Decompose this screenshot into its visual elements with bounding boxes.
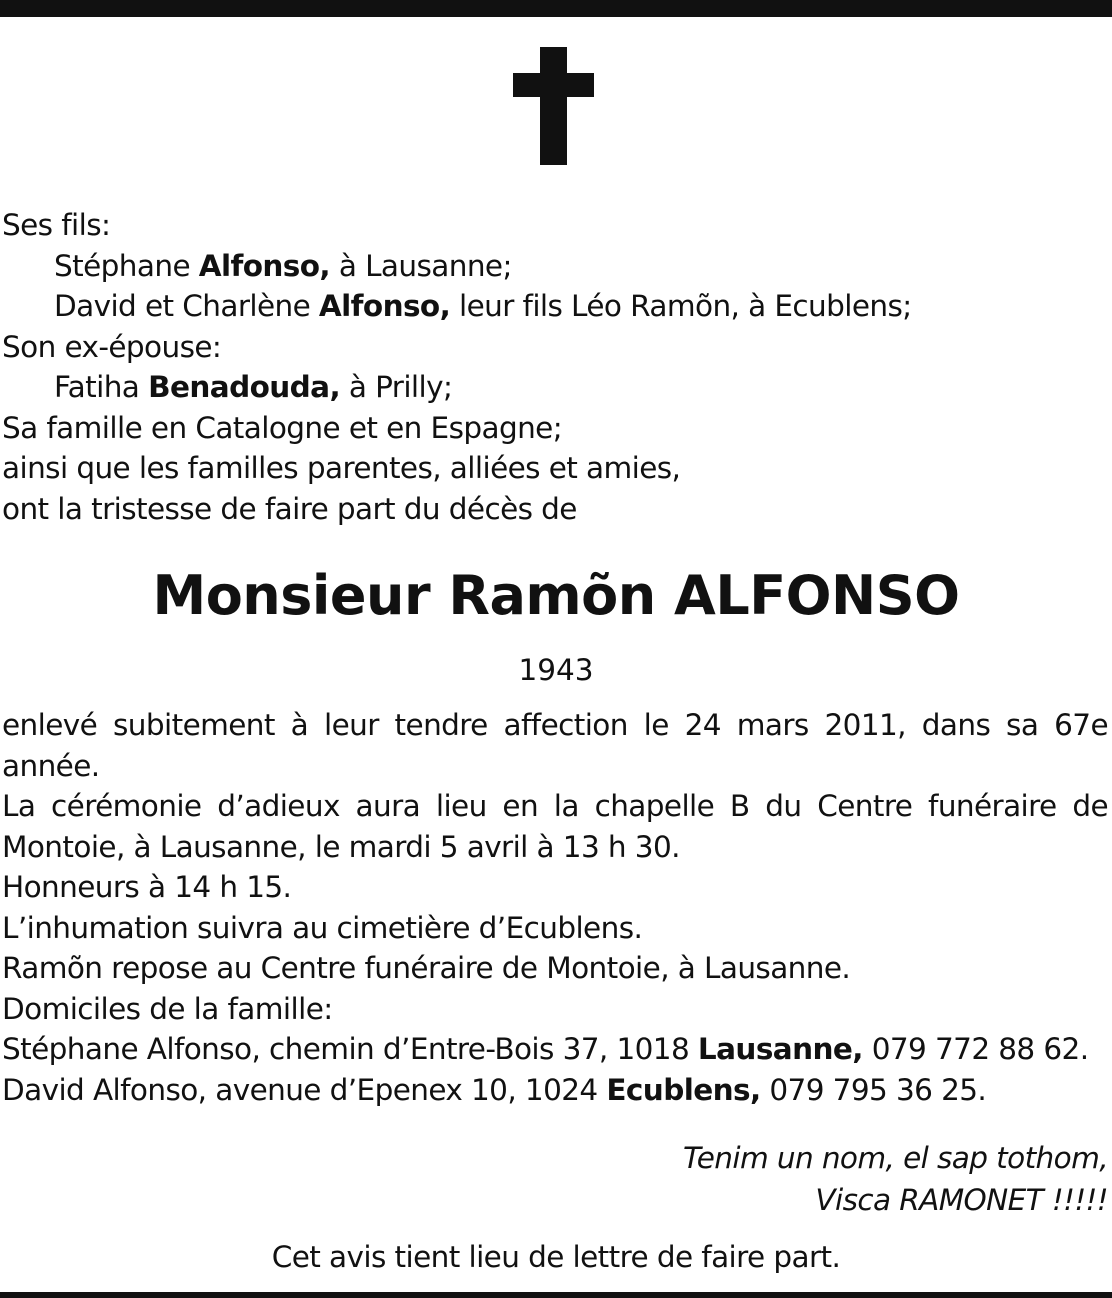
bottom-border-rule [0, 1292, 1112, 1298]
family-line-2: ainsi que les familles parentes, alliées et amies, [2, 451, 681, 485]
son-2-line: David et Charlène Alfonso, leur fils Léo Ramõn, à Ecublens; [54, 289, 912, 323]
domiciles-heading: Domiciles de la famille: [2, 991, 333, 1026]
motto [683, 1137, 1108, 1221]
son-1-line: Stéphane Alfonso, à Lausanne; [54, 248, 512, 283]
domicile-2: David Alfonso, avenue d’Epenex 10, 1024 Ecublens, 079 795 36 25. [2, 1072, 987, 1107]
footer-note: Cet avis tient lieu de lettre de faire part. [271, 1240, 841, 1274]
motto-line-2: Visca RAMONET !!!!! [815, 1183, 1108, 1217]
family-line-1: Sa famille en Catalogne et en Espagne; [2, 410, 563, 445]
cross-icon [513, 47, 594, 165]
ex-wife-heading: Son ex-épouse: [2, 329, 222, 364]
notice-body [2, 705, 1108, 1110]
honours-line: Honneurs à 14 h 15. [2, 870, 292, 904]
death-paragraph: enlevé subitement à leur tendre affection le 24 mars 2011, dans sa 67e année. [2, 708, 1108, 783]
ceremony-paragraph: La cérémonie d’adieux aura lieu en la chapelle B du Centre funéraire de Montoie, à Lausanne, le mardi 5 avril à 13 h 30. [2, 789, 1108, 864]
birth-year: 1943 [518, 653, 594, 687]
family-line-3: ont la tristesse de faire part du décès de [2, 491, 577, 526]
ex-wife-line: Fatiha Benadouda, à Prilly; [54, 370, 453, 404]
burial-line: L’inhumation suivra au cimetière d’Ecublens. [2, 910, 643, 945]
family-list [2, 205, 1108, 529]
motto-line-1: Tenim un nom, el sap tothom, [682, 1141, 1108, 1175]
rests-line: Ramõn repose au Centre funéraire de Montoie, à Lausanne. [2, 951, 851, 985]
sons-heading: Ses fils: [2, 208, 111, 242]
top-border-rule [0, 0, 1112, 17]
domicile-1: Stéphane Alfonso, chemin d’Entre-Bois 37, 1018 Lausanne, 079 772 88 62. [2, 1032, 1089, 1066]
deceased-name: Monsieur Ramõn ALFONSO [152, 564, 960, 627]
